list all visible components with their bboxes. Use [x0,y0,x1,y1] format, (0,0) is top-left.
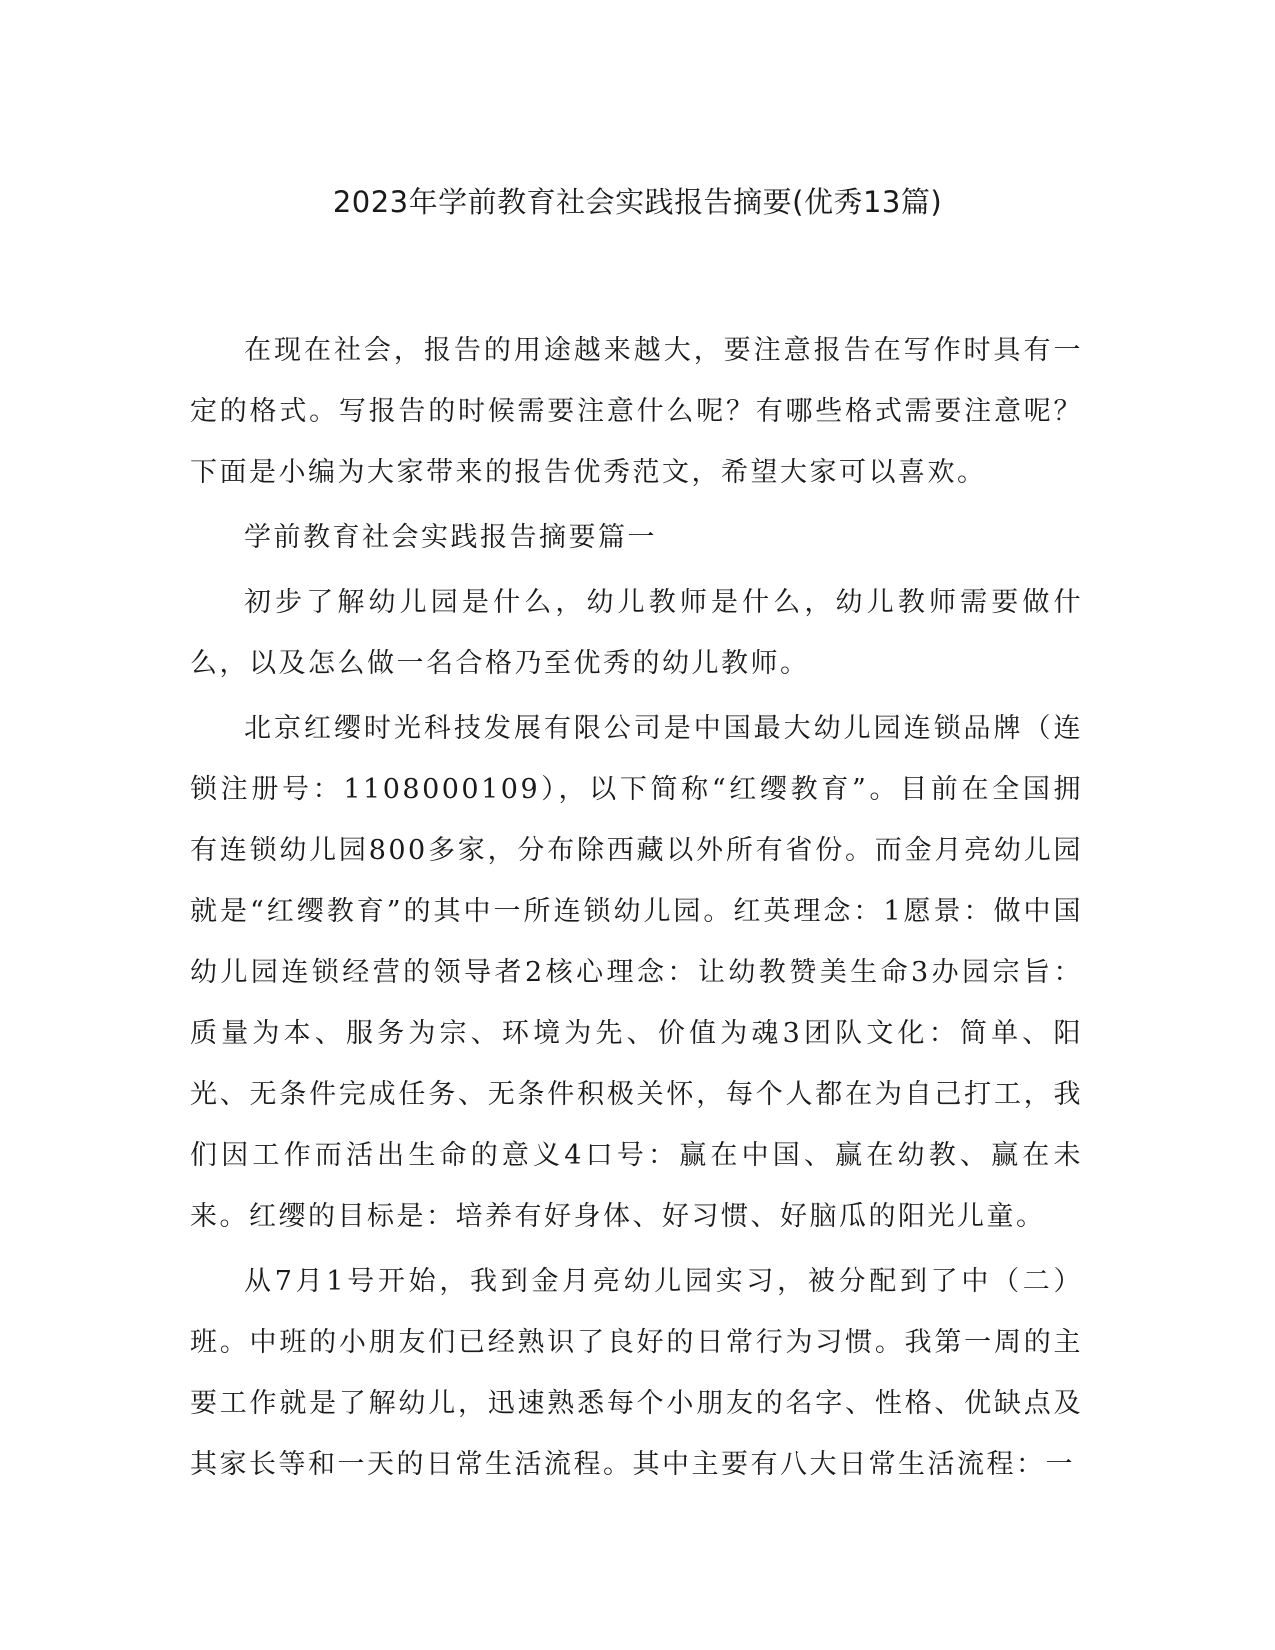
body-paragraph: 初步了解幼儿园是什么，幼儿教师是什么，幼儿教师需要做什么，以及怎么做一名合格乃至优秀的幼儿教师。 [190,587,1083,679]
intro-paragraph: 在现在社会，报告的用途越来越大，要注意报告在写作时具有一定的格式。写报告的时候需要注意什么呢？有哪些格式需要注意呢？下面是小编为大家带来的报告优秀范文，希望大家可以喜欢。 [190,335,1083,488]
document-title: 2023年学前教育社会实践报告摘要(优秀13篇) [332,185,943,219]
section-heading: 学前教育社会实践报告摘要篇一 [244,522,657,553]
document-body [190,320,1083,1499]
body-paragraph: 北京红缨时光科技发展有限公司是中国最大幼儿园连锁品牌（连锁注册号：1108000109），以下简称“红缨教育”。目前在全国拥有连锁幼儿园800多家，分布除西藏以外所有省份。而金月亮幼儿园就是“红缨教育”的其中一所连锁幼儿园。红英理念：1愿景：做中国幼儿园连锁经营的领导者2核心理念：让幼教赞美生命3办园宗旨：质量为本、服务为宗、环境为先、价值为魂3团队文化：简单、阳光、无条件完成任务、无条件积极关怀，每个人都在为自己打工，我们因工作而活出生命的意义4口号：赢在中国、赢在幼教、赢在未来。红缨的目标是：培养有好身体、好习惯、好脑瓜的阳光儿童。 [190,713,1083,1232]
body-paragraph: 从7月1号开始，我到金月亮幼儿园实习，被分配到了中（二）班。中班的小朋友们已经熟识了良好的日常行为习惯。我第一周的主要工作就是了解幼儿，迅速熟悉每个小朋友的名字、性格、优缺点及其家长等和一天的日常生活流程。其中主要有八大日常生活流程：一 [190,1266,1083,1480]
